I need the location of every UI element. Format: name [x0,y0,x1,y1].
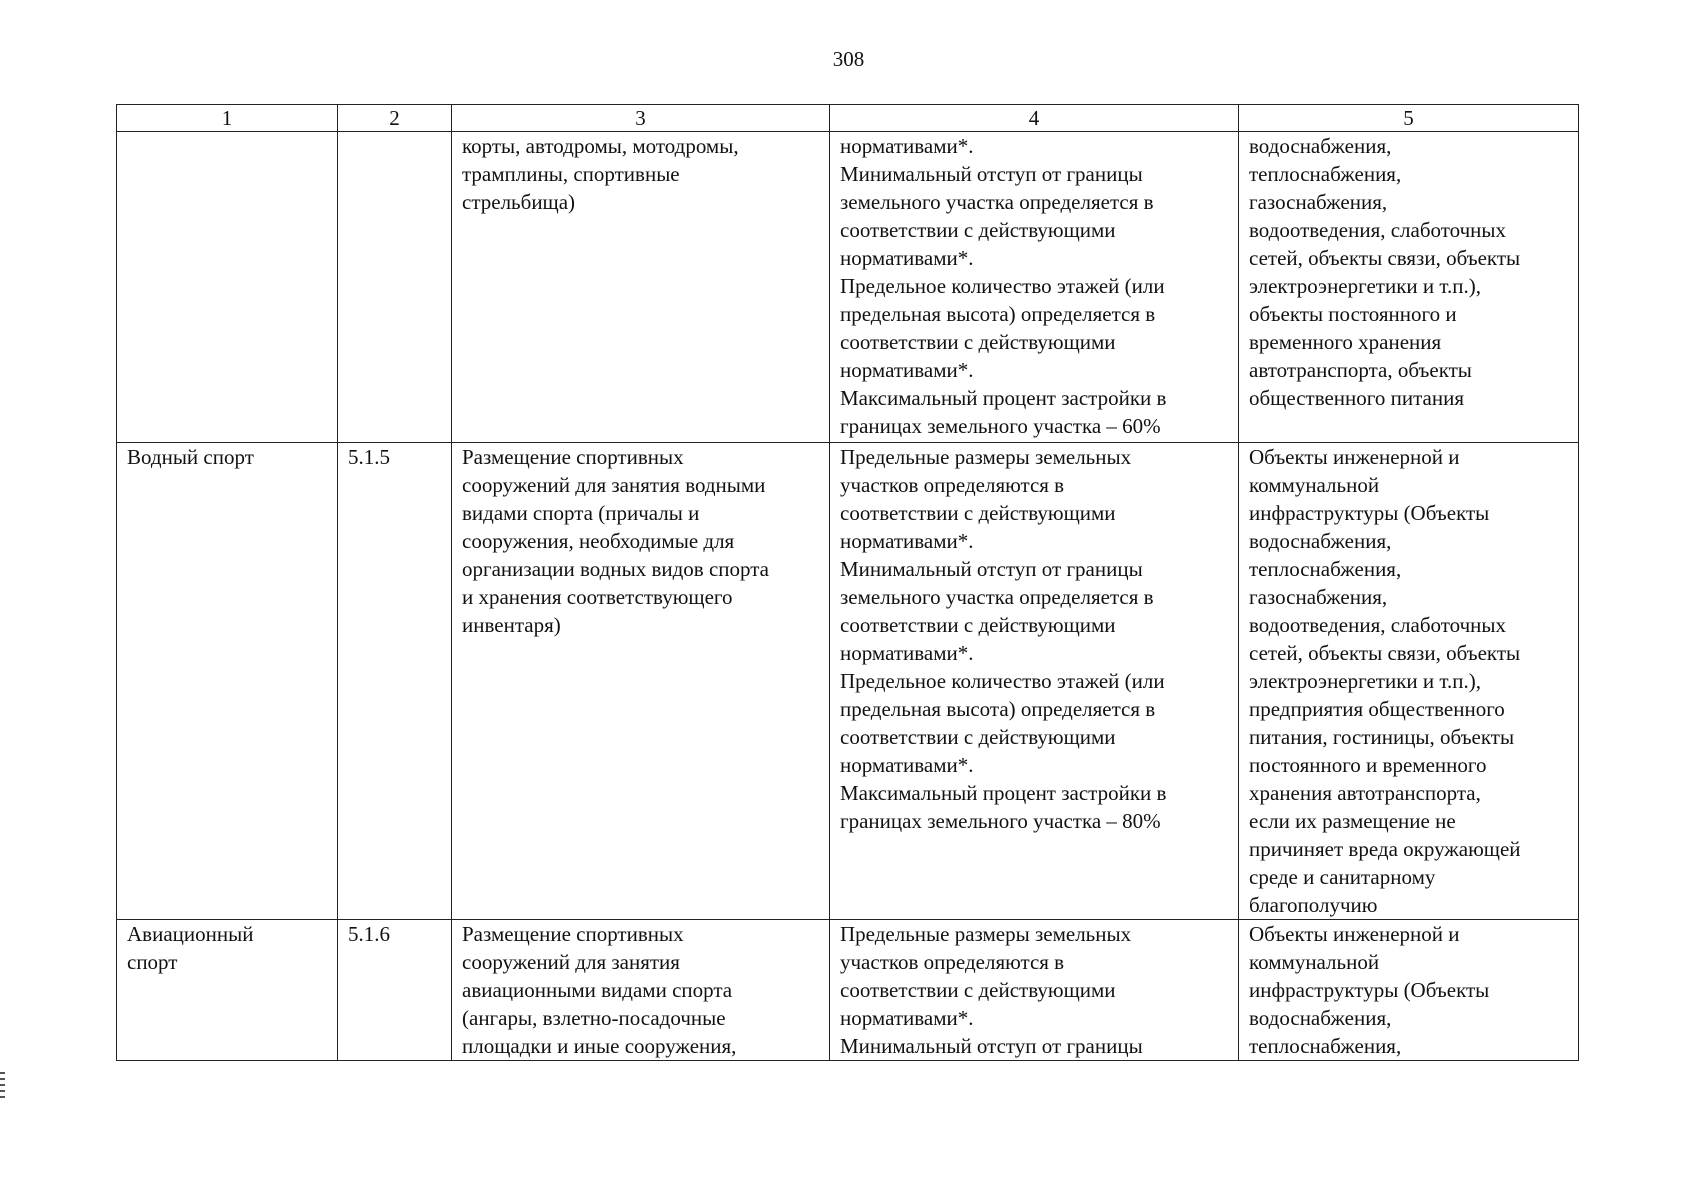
cell-auxiliary [1239,132,1579,443]
auxiliary-text: Объекты инженерной и коммунальной инфраструктуры (Объекты водоснабжения, теплоснабжения, [1249,922,1490,1058]
cell-use-code [338,920,452,1061]
description-text: Размещение спортивных сооружений для занятия водными видами спорта (причалы и сооружения, необходимые для организации водных видов спорта и хранения соответствующего инвентаря) [462,445,769,637]
use-code-text: 5.1.6 [348,922,390,946]
use-code-text: 5.1.5 [348,445,390,469]
cell-parameters [830,920,1239,1061]
parameters-text: Предельные размеры земельных участков определяются в соответствии с действующими нормативами*. Минимальный отступ от границы [840,922,1143,1058]
cell-description [452,443,830,920]
cell-parameters [830,132,1239,443]
scan-edge-mark [0,1072,5,1100]
cell-use-name [117,443,338,920]
cell-use-name [117,920,338,1061]
page-number: 308 [832,47,865,71]
description-text: корты, автодромы, мотодромы, трамплины, спортивные стрельбища) [462,134,739,214]
table-row [117,920,1579,1061]
parameters-text: нормативами*. Минимальный отступ от границы земельного участка определяется в соответствии с действующими нормативами*. Предельное количество этажей (или предельная высота) определяется в соответствии с действующими нормативами*. Максимальный процент застройки в границах земельного участка – 60% [840,134,1167,438]
cell-description [452,132,830,443]
cell-use-name [117,132,338,443]
cell-use-code [338,132,452,443]
parameters-text: Предельные размеры земельных участков определяются в соответствии с действующими нормативами*. Минимальный отступ от границы земельного участка определяется в соответствии с действующими нормативами*. Предельное количество этажей (или предельная высота) определяется в соответствии с действующими нормативами*. Максимальный процент застройки в границах земельного участка – 80% [840,445,1167,833]
cell-description [452,920,830,1061]
description-text: Размещение спортивных сооружений для занятия авиационными видами спорта (ангары, взлетно-посадочные площадки и иные сооружения, [462,922,737,1058]
header-row [117,105,1579,132]
column-header-4: 4 [830,105,1239,132]
land-use-table [116,104,1579,1061]
use-name-text: Водный спорт [127,445,254,469]
auxiliary-text: Объекты инженерной и коммунальной инфраструктуры (Объекты водоснабжения, теплоснабжения, газоснабжения, водоотведения, слаботочных сетей, объекты связи, объекты электроэнергетики и т.п.), предприятия общественного питания, гостиницы, объекты постоянного и временного хранения автотранспорта, если их размещение не причиняет вреда окружающей среде и санитарному благополучию [1249,445,1521,917]
column-header-2: 2 [338,105,452,132]
auxiliary-text: водоснабжения, теплоснабжения, газоснабжения, водоотведения, слаботочных сетей, объекты связи, объекты электроэнергетики и т.п.), объекты постоянного и временного хранения автотранспорта, объекты общественного питания [1249,134,1521,410]
column-header-3: 3 [452,105,830,132]
use-name-text: Авиационный спорт [127,922,254,974]
cell-auxiliary [1239,920,1579,1061]
column-header-5: 5 [1239,105,1579,132]
cell-parameters [830,443,1239,920]
cell-auxiliary [1239,443,1579,920]
table-row [117,132,1579,443]
cell-use-code [338,443,452,920]
column-header-1: 1 [117,105,338,132]
table-row [117,443,1579,920]
